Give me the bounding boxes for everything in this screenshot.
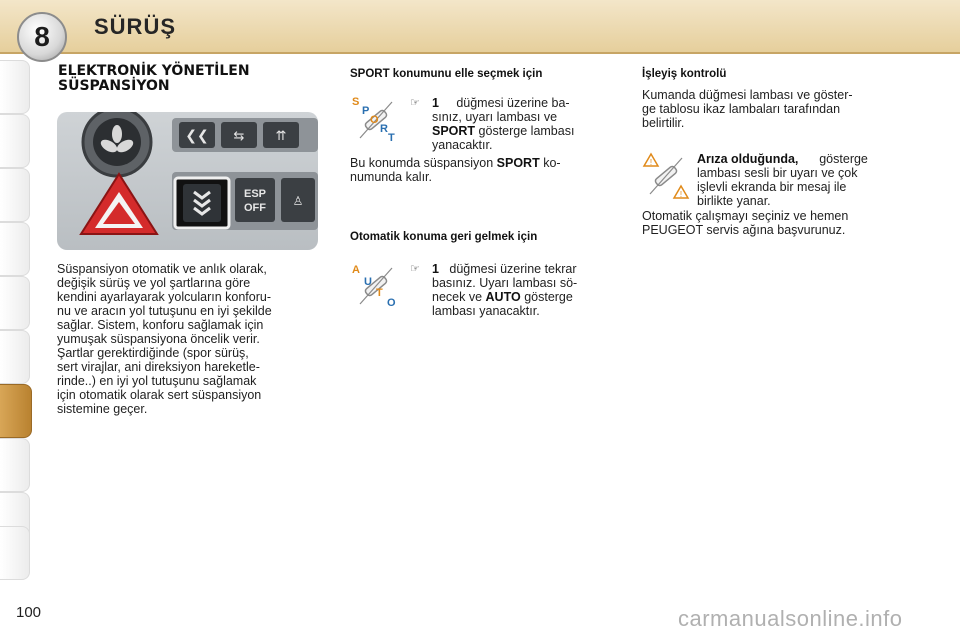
- dashboard-photo-illustration: [57, 112, 318, 250]
- off-label: OFF: [244, 202, 266, 214]
- chapter-tab-3[interactable]: [0, 168, 30, 222]
- intro-line: Şartlar gerektirdiğinde (spor sürüş,: [57, 346, 249, 360]
- sport-indicator-icon: S P O R T: [352, 96, 395, 144]
- esp-label: ESP: [243, 188, 267, 200]
- intro-line: sert virajlar, ani direksiyon hareketle-: [57, 360, 260, 374]
- service-advice-paragraph: Otomatik çalışmayı seçiniz ve hemen PEUGEOT servis ağına başvurunuz.: [642, 209, 849, 237]
- auto-heading: Otomatik konuma geri gelmek için: [350, 231, 538, 243]
- intro-line: Süspansiyon otomatik ve anlık olarak,: [57, 262, 267, 276]
- pointer-bullet-icon: ☞: [410, 97, 420, 109]
- chapter-tab-2[interactable]: [0, 114, 30, 168]
- chapter-tab-1[interactable]: [0, 60, 30, 114]
- watermark: carmanualsonline.info: [678, 606, 903, 631]
- chapter-tab-strip: [0, 60, 32, 580]
- chapter-title: SÜRÜŞ: [94, 14, 177, 39]
- intro-line: değişik sürüş ve yol şartlarına göre: [57, 276, 251, 290]
- intro-lines: [57, 262, 318, 416]
- dashboard-button-photo: [57, 112, 318, 250]
- chapter-tab-4[interactable]: [0, 222, 30, 276]
- chapter-number-badge: [17, 12, 67, 62]
- intro-line: rinde..) en iyi yol tutuşunu sağlamak: [57, 374, 257, 388]
- svg-text:⇆: ⇆: [233, 129, 245, 144]
- pointer-bullet-icon: ☞: [410, 263, 420, 275]
- chapter-number: 8: [34, 21, 50, 52]
- intro-line: nu ve aracın yol tutuşunu en iyi şekilde: [57, 304, 272, 318]
- svg-text:!: !: [679, 190, 683, 199]
- operation-check-paragraph: Kumanda düğmesi lambası ve göster- ge tablosu ikaz lambaları tarafından belirtilir.: [642, 88, 853, 130]
- chapter-tab-6[interactable]: [0, 330, 30, 384]
- svg-text:❮❮: ❮❮: [185, 128, 209, 144]
- sport-step-text: 1 düğmesi üzerine ba- sınız, uyarı lambası ve SPORT gösterge lambası yanacaktır.: [432, 96, 575, 152]
- intro-paragraph: [57, 262, 318, 416]
- intro-line: için otomatik olarak sert süspansiyon: [57, 388, 262, 402]
- operation-check-heading: İşleyiş kontrolü: [642, 68, 727, 80]
- fault-warning-icon: [642, 152, 690, 200]
- page-number: 100: [16, 604, 42, 621]
- chapter-tab-11[interactable]: [0, 526, 30, 580]
- sport-note: Bu konumda süspansiyon SPORT ko- numunda kalır.: [350, 156, 561, 184]
- chapter-tab-5[interactable]: [0, 276, 30, 330]
- sport-heading: SPORT konumunu elle seçmek için: [350, 68, 543, 80]
- svg-text:⇈: ⇈: [275, 129, 287, 144]
- intro-line: yumuşak süspansiyona öncelik verir.: [57, 332, 260, 346]
- auto-step-text: 1 düğmesi üzerine tekrar basınız. Uyarı lambası sö- necek ve AUTO gösterge lambası yanacaktır.: [432, 262, 578, 318]
- svg-text:!: !: [649, 158, 653, 167]
- intro-line: sistemine geçer.: [57, 402, 148, 416]
- hazard-warning-icon: [81, 174, 157, 234]
- svg-text:♙: ♙: [292, 194, 304, 208]
- auto-indicator-icon: A U T O: [352, 264, 396, 309]
- intro-line: kendini ayarlayarak yolcuların konforu-: [57, 290, 271, 304]
- fault-paragraph: Arıza olduğunda, gösterge lambası sesli bir uyarı ve çok işlevli ekranda bir mesaj ile birlikte yanar.: [697, 152, 868, 208]
- chapter-tab-9[interactable]: [0, 438, 30, 492]
- intro-line: sağlar. Sistem, konforu sağlamak için: [57, 318, 264, 332]
- chapter-tab-8-active[interactable]: [0, 384, 32, 438]
- section-heading: ELEKTRONİK YÖNETİLEN SÜSPANSİYON: [58, 63, 250, 94]
